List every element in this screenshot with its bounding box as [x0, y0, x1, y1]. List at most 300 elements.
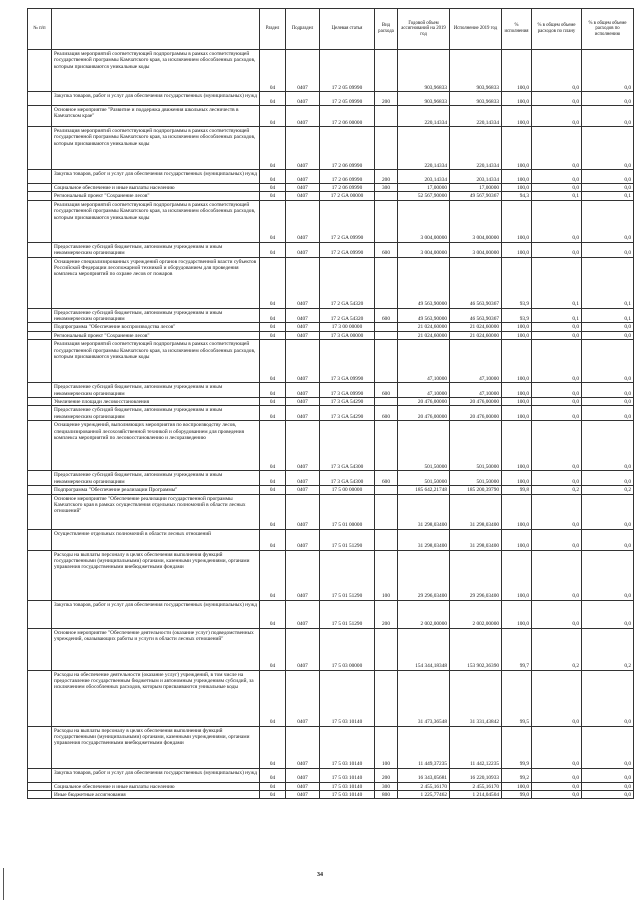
cell-subsection: 0407 [286, 200, 320, 242]
cell-subsection: 0407 [286, 242, 320, 257]
cell-share-plan: 0,0 [532, 782, 582, 790]
cell-subsection: 0407 [286, 421, 320, 471]
cell-share-execution: 0,0 [582, 50, 634, 92]
cell-annual-plan: 52 567,90000 [398, 192, 450, 200]
cell-execution-percent: 100,0 [502, 471, 532, 486]
cell-name: Предоставление субсидий бюджетным, автономным учреждениям и иным некоммерческим организациям [52, 308, 260, 323]
cell-subsection: 0407 [286, 170, 320, 184]
cell-subsection: 0407 [286, 550, 320, 600]
cell-annual-plan: 2 455,16170 [398, 782, 450, 790]
cell-expense-type [375, 398, 398, 406]
cell-share-plan: 0,0 [532, 768, 582, 782]
cell-share-plan: 0,0 [532, 170, 582, 184]
cell-expense-type [375, 670, 398, 726]
cell-target-article: 17 2 06 00000 [320, 106, 375, 127]
cell-execution: 153 902,36390 [450, 628, 502, 670]
header-share-plan: % в общем объеме расходов по плану [532, 9, 582, 50]
cell-share-plan: 0,0 [532, 340, 582, 383]
cell-subsection: 0407 [286, 471, 320, 486]
cell-section: 04 [260, 550, 286, 600]
cell-subsection: 0407 [286, 782, 320, 790]
table-row [28, 398, 634, 406]
cell-execution: 47,10000 [450, 383, 502, 398]
cell-share-plan: 0,0 [532, 184, 582, 192]
cell-annual-plan: 29 296,03400 [398, 550, 450, 600]
cell-target-article: 17 3 GA 09990 [320, 383, 375, 398]
cell-execution: 21 024,60000 [450, 323, 502, 331]
cell-share-execution: 0,1 [582, 192, 634, 200]
table-row [28, 170, 634, 184]
cell-share-plan: 0,0 [532, 398, 582, 406]
cell-num [28, 726, 52, 768]
cell-execution: 29 296,03400 [450, 550, 502, 600]
cell-expense-type [375, 628, 398, 670]
cell-num [28, 782, 52, 790]
cell-annual-plan: 47,10000 [398, 383, 450, 398]
cell-share-plan: 0,0 [532, 383, 582, 398]
budget-execution-table [27, 8, 634, 799]
table-header-row [28, 9, 634, 50]
cell-expense-type [375, 486, 398, 494]
cell-name: Закупка товаров, работ и услуг для обеспечения государственных (муниципальных) нужд [52, 170, 260, 184]
cell-expense-type [375, 200, 398, 242]
cell-section: 04 [260, 340, 286, 383]
cell-execution: 31 298,03400 [450, 494, 502, 529]
cell-num [28, 550, 52, 600]
cell-subsection: 0407 [286, 92, 320, 106]
cell-share-plan: 0,0 [532, 331, 582, 339]
cell-target-article: 17 5 01 00000 [320, 494, 375, 529]
cell-subsection: 0407 [286, 323, 320, 331]
cell-execution-percent: 100,0 [502, 50, 532, 92]
cell-execution-percent: 99,9 [502, 726, 532, 768]
cell-annual-plan: 17,00000 [398, 184, 450, 192]
cell-share-plan: 0,0 [532, 670, 582, 726]
cell-execution-percent: 100,0 [502, 550, 532, 600]
cell-section: 04 [260, 726, 286, 768]
cell-subsection: 0407 [286, 127, 320, 170]
cell-annual-plan: 3 004,00000 [398, 200, 450, 242]
cell-annual-plan: 47,10000 [398, 340, 450, 383]
cell-target-article: 17 2 06 09990 [320, 170, 375, 184]
cell-section: 04 [260, 106, 286, 127]
cell-num [28, 790, 52, 798]
cell-share-execution: 0,0 [582, 92, 634, 106]
cell-name: Подпрограмма "Обеспечение реализации Программы" [52, 486, 260, 494]
cell-execution: 17,00000 [450, 184, 502, 192]
cell-execution-percent: 100,0 [502, 494, 532, 529]
header-expense-type: Вид расхода [375, 9, 398, 50]
cell-num [28, 471, 52, 486]
cell-num [28, 486, 52, 494]
header-share-execution: % в общем объеме расходов по исполнению [582, 9, 634, 50]
cell-share-execution: 0,0 [582, 170, 634, 184]
cell-num [28, 308, 52, 323]
cell-target-article: 17 5 03 00000 [320, 628, 375, 670]
cell-name: Предоставление субсидий бюджетным, автономным учреждениям и иным некоммерческим организациям [52, 242, 260, 257]
cell-section: 04 [260, 127, 286, 170]
table-row [28, 790, 634, 798]
cell-share-execution: 0,2 [582, 628, 634, 670]
cell-subsection: 0407 [286, 726, 320, 768]
cell-share-plan: 0,0 [532, 421, 582, 471]
cell-subsection: 0407 [286, 184, 320, 192]
cell-annual-plan: 2 002,00000 [398, 600, 450, 628]
cell-subsection: 0407 [286, 628, 320, 670]
table-row [28, 192, 634, 200]
cell-execution-percent: 100,0 [502, 92, 532, 106]
cell-subsection: 0407 [286, 257, 320, 308]
cell-annual-plan: 31 298,03400 [398, 494, 450, 529]
table-row [28, 323, 634, 331]
cell-subsection: 0407 [286, 768, 320, 782]
cell-execution-percent: 100,0 [502, 323, 532, 331]
cell-subsection: 0407 [286, 340, 320, 383]
cell-execution-percent: 100,0 [502, 421, 532, 471]
cell-target-article: 17 2 GA 00000 [320, 192, 375, 200]
table-row [28, 242, 634, 257]
cell-execution-percent: 100,0 [502, 127, 532, 170]
cell-expense-type [375, 257, 398, 308]
cell-share-plan: 0,2 [532, 628, 582, 670]
cell-target-article: 17 3 GA 00000 [320, 331, 375, 339]
cell-execution: 903,96833 [450, 50, 502, 92]
cell-annual-plan: 21 024,60000 [398, 331, 450, 339]
cell-num [28, 768, 52, 782]
cell-target-article: 17 5 03 10140 [320, 670, 375, 726]
table-row [28, 471, 634, 486]
cell-share-execution: 0,0 [582, 421, 634, 471]
cell-name: Социальное обеспечение и иные выплаты населению [52, 184, 260, 192]
cell-share-execution: 0,0 [582, 106, 634, 127]
cell-num [28, 184, 52, 192]
table-row [28, 340, 634, 383]
cell-share-plan: 0,0 [532, 50, 582, 92]
cell-name: Подпрограмма "Обеспечение воспроизводства лесов" [52, 323, 260, 331]
cell-expense-type: 600 [375, 383, 398, 398]
cell-share-execution: 0,0 [582, 200, 634, 242]
table-row [28, 331, 634, 339]
cell-execution-percent: 100,0 [502, 383, 532, 398]
cell-section: 04 [260, 383, 286, 398]
cell-share-execution: 0,0 [582, 768, 634, 782]
table-row [28, 670, 634, 726]
cell-target-article: 17 5 03 10140 [320, 782, 375, 790]
table-row [28, 421, 634, 471]
cell-execution: 47,10000 [450, 340, 502, 383]
table-row [28, 184, 634, 192]
cell-expense-type: 100 [375, 726, 398, 768]
cell-expense-type [375, 127, 398, 170]
cell-annual-plan: 49 563,90000 [398, 257, 450, 308]
cell-subsection: 0407 [286, 331, 320, 339]
cell-execution: 3 004,00000 [450, 200, 502, 242]
cell-annual-plan: 49 563,90000 [398, 308, 450, 323]
cell-num [28, 600, 52, 628]
cell-name: Иные бюджетные ассигнования [52, 790, 260, 798]
cell-expense-type [375, 331, 398, 339]
cell-share-execution: 0,0 [582, 471, 634, 486]
cell-num [28, 106, 52, 127]
cell-num [28, 257, 52, 308]
cell-target-article: 17 5 03 10140 [320, 726, 375, 768]
cell-expense-type: 600 [375, 406, 398, 421]
cell-section: 04 [260, 790, 286, 798]
cell-target-article: 17 5 03 10140 [320, 790, 375, 798]
cell-name: Основное мероприятие "Развитие и поддержка движения школьных лесничеств в Камчатском крае" [52, 106, 260, 127]
cell-section: 04 [260, 494, 286, 529]
cell-subsection: 0407 [286, 50, 320, 92]
cell-execution-percent: 94,3 [502, 192, 532, 200]
cell-share-execution: 0,0 [582, 726, 634, 768]
cell-name: Закупка товаров, работ и услуг для обеспечения государственных (муниципальных) нужд [52, 600, 260, 628]
cell-execution: 1 214,04504 [450, 790, 502, 798]
cell-annual-plan: 1 225,77462 [398, 790, 450, 798]
cell-section: 04 [260, 529, 286, 550]
cell-execution-percent: 100,0 [502, 200, 532, 242]
cell-name: Основное мероприятие "Обеспечение деятельности (оказание услуг) подведомственных учреждений, оказывающих работы и услуги в области лесных отношений" [52, 628, 260, 670]
cell-expense-type: 200 [375, 768, 398, 782]
cell-execution: 220,14334 [450, 127, 502, 170]
cell-target-article: 17 3 GA 54300 [320, 471, 375, 486]
cell-name: Основное мероприятие "Обеспечение реализации государственной программы Камчатского края в рамках осуществления отдельных полномочий в области лесных отношений" [52, 494, 260, 529]
cell-name: Реализация мероприятий соответствующей подпрограммы в рамках соответствующей государственной программы Камчатского края, за исключением обособленных расходов, которым присваиваются уникальные коды [52, 200, 260, 242]
cell-num [28, 406, 52, 421]
cell-share-plan: 0,0 [532, 127, 582, 170]
cell-section: 04 [260, 628, 286, 670]
cell-section: 04 [260, 257, 286, 308]
cell-expense-type: 600 [375, 242, 398, 257]
table-row [28, 127, 634, 170]
cell-target-article: 17 2 06 09990 [320, 127, 375, 170]
cell-share-plan: 0,1 [532, 192, 582, 200]
cell-share-plan: 0,1 [532, 308, 582, 323]
table-row [28, 257, 634, 308]
cell-expense-type: 200 [375, 92, 398, 106]
cell-section: 04 [260, 184, 286, 192]
cell-annual-plan: 20 476,00000 [398, 398, 450, 406]
cell-annual-plan: 220,14334 [398, 127, 450, 170]
cell-annual-plan: 20 476,00000 [398, 406, 450, 421]
cell-share-execution: 0,1 [582, 308, 634, 323]
cell-num [28, 398, 52, 406]
cell-subsection: 0407 [286, 600, 320, 628]
cell-execution: 31 331,43842 [450, 670, 502, 726]
cell-num [28, 242, 52, 257]
cell-execution: 46 563,90367 [450, 257, 502, 308]
cell-share-execution: 0,0 [582, 406, 634, 421]
cell-execution: 16 220,10933 [450, 768, 502, 782]
cell-annual-plan: 11 449,37235 [398, 726, 450, 768]
cell-share-plan: 0,0 [532, 600, 582, 628]
cell-target-article: 17 5 01 51290 [320, 600, 375, 628]
cell-execution-percent: 100,0 [502, 398, 532, 406]
margin-mark [3, 868, 4, 900]
cell-section: 04 [260, 768, 286, 782]
cell-execution: 20 476,00000 [450, 398, 502, 406]
cell-name: Оснащение специализированных учреждений органов государственной власти субъектов Российской Федерации лесопожарной техникой и оборудованием для проведения комплекса мероприятий по охране лесов от пожаров [52, 257, 260, 308]
cell-share-execution: 0,1 [582, 257, 634, 308]
cell-subsection: 0407 [286, 406, 320, 421]
cell-section: 04 [260, 242, 286, 257]
table-body [28, 50, 634, 799]
cell-target-article: 17 5 00 00000 [320, 486, 375, 494]
page-number: 34 [317, 872, 323, 878]
cell-target-article: 17 2 05 09990 [320, 92, 375, 106]
cell-share-plan: 0,2 [532, 486, 582, 494]
cell-name: Расходы на обеспечение деятельности (оказание услуг) учреждений, в том числе на предоставление государственным бюджетным и автономным учреждениям субсидий, за исключением обособленных расходов, которым присваиваются уникальные коды [52, 670, 260, 726]
cell-execution: 501,50000 [450, 421, 502, 471]
cell-subsection: 0407 [286, 383, 320, 398]
cell-section: 04 [260, 600, 286, 628]
cell-execution: 220,14334 [450, 106, 502, 127]
header-execution-percent: % исполнения [502, 9, 532, 50]
cell-section: 04 [260, 406, 286, 421]
cell-execution-percent: 93,9 [502, 257, 532, 308]
cell-section: 04 [260, 92, 286, 106]
header-execution: Исполнение 2019 год [450, 9, 502, 50]
table-row [28, 628, 634, 670]
cell-share-execution: 0,0 [582, 670, 634, 726]
cell-share-plan: 0,0 [532, 242, 582, 257]
cell-execution-percent: 100,0 [502, 184, 532, 192]
cell-share-execution: 0,0 [582, 331, 634, 339]
cell-section: 04 [260, 670, 286, 726]
header-name [52, 9, 260, 50]
cell-num [28, 421, 52, 471]
cell-section: 04 [260, 421, 286, 471]
cell-share-execution: 0,0 [582, 340, 634, 383]
cell-share-execution: 0,2 [582, 486, 634, 494]
cell-execution-percent: 100,0 [502, 106, 532, 127]
cell-name: Предоставление субсидий бюджетным, автономным учреждениям и иным некоммерческим организациям [52, 406, 260, 421]
cell-target-article: 17 5 03 10140 [320, 768, 375, 782]
cell-expense-type [375, 50, 398, 92]
table-row [28, 494, 634, 529]
cell-execution: 20 476,00000 [450, 406, 502, 421]
cell-name: Реализация мероприятий соответствующей подпрограммы в рамках соответствующей государственной программы Камчатского края, за исключением обособленных расходов, которым присваиваются уникальные коды [52, 127, 260, 170]
cell-section: 04 [260, 331, 286, 339]
cell-expense-type [375, 340, 398, 383]
cell-section: 04 [260, 50, 286, 92]
table-row [28, 383, 634, 398]
cell-subsection: 0407 [286, 106, 320, 127]
cell-num [28, 50, 52, 92]
cell-share-plan: 0,0 [532, 323, 582, 331]
cell-name: Реализация мероприятий соответствующей подпрограммы в рамках соответствующей государственной программы Камчатского края, за исключением обособленных расходов, которым присваиваются уникальные коды [52, 50, 260, 92]
header-annual-plan: Годовой объем ассигнований на 2019 год [398, 9, 450, 50]
header-section: Раздел [260, 9, 286, 50]
cell-annual-plan: 185 642,21748 [398, 486, 450, 494]
cell-execution-percent: 100,0 [502, 331, 532, 339]
cell-annual-plan: 16 343,05681 [398, 768, 450, 782]
cell-execution: 501,50000 [450, 471, 502, 486]
cell-expense-type [375, 192, 398, 200]
cell-execution: 31 298,03400 [450, 529, 502, 550]
cell-annual-plan: 154 344,18348 [398, 628, 450, 670]
cell-share-plan: 0,0 [532, 406, 582, 421]
cell-subsection: 0407 [286, 308, 320, 323]
cell-num [28, 340, 52, 383]
cell-expense-type: 300 [375, 184, 398, 192]
cell-target-article: 17 2 05 09990 [320, 50, 375, 92]
table-row [28, 726, 634, 768]
cell-name: Предоставление субсидий бюджетным, автономным учреждениям и иным некоммерческим организациям [52, 471, 260, 486]
table-row [28, 486, 634, 494]
cell-execution-percent: 100,0 [502, 406, 532, 421]
table-row [28, 50, 634, 92]
cell-annual-plan: 31 298,03400 [398, 529, 450, 550]
cell-share-execution: 0,0 [582, 550, 634, 600]
cell-expense-type [375, 323, 398, 331]
cell-target-article: 17 2 GA 09990 [320, 200, 375, 242]
cell-expense-type: 300 [375, 782, 398, 790]
cell-expense-type: 600 [375, 471, 398, 486]
cell-target-article: 17 3 GA 54300 [320, 421, 375, 471]
cell-share-execution: 0,0 [582, 790, 634, 798]
cell-execution: 11 442,12235 [450, 726, 502, 768]
cell-execution: 21 024,60000 [450, 331, 502, 339]
cell-name: Расходы на выплаты персоналу в целях обеспечения выполнения функций государственными (муниципальными) органами, казенными учреждениями, органами управления государственными внебюджетными фондами [52, 550, 260, 600]
table-row [28, 106, 634, 127]
cell-name: Закупка товаров, работ и услуг для обеспечения государственных (муниципальных) нужд [52, 768, 260, 782]
cell-annual-plan: 501,50000 [398, 471, 450, 486]
cell-share-plan: 0,1 [532, 257, 582, 308]
cell-execution: 903,96833 [450, 92, 502, 106]
cell-name: Закупка товаров, работ и услуг для обеспечения государственных (муниципальных) нужд [52, 92, 260, 106]
cell-expense-type: 200 [375, 170, 398, 184]
cell-expense-type: 600 [375, 308, 398, 323]
cell-section: 04 [260, 471, 286, 486]
cell-name: Региональный проект "Сохранение лесов" [52, 331, 260, 339]
header-num: № п/п [28, 9, 52, 50]
cell-execution-percent: 99,5 [502, 670, 532, 726]
cell-execution: 3 004,00000 [450, 242, 502, 257]
table-row [28, 92, 634, 106]
cell-name: Осуществление отдельных полномочий в области лесных отношений [52, 529, 260, 550]
cell-expense-type [375, 106, 398, 127]
cell-target-article: 17 2 06 09990 [320, 184, 375, 192]
cell-section: 04 [260, 398, 286, 406]
table-row [28, 200, 634, 242]
cell-share-plan: 0,0 [532, 726, 582, 768]
cell-expense-type [375, 421, 398, 471]
cell-execution-percent: 99,0 [502, 790, 532, 798]
cell-share-execution: 0,0 [582, 242, 634, 257]
cell-execution: 203,14334 [450, 170, 502, 184]
cell-num [28, 200, 52, 242]
cell-target-article: 17 3 GA 09990 [320, 340, 375, 383]
cell-name: Региональный проект "Сохранение лесов" [52, 192, 260, 200]
cell-subsection: 0407 [286, 670, 320, 726]
cell-share-execution: 0,0 [582, 127, 634, 170]
cell-execution-percent: 100,0 [502, 600, 532, 628]
table-row [28, 782, 634, 790]
cell-section: 04 [260, 323, 286, 331]
cell-num [28, 383, 52, 398]
cell-execution-percent: 99,8 [502, 486, 532, 494]
cell-target-article: 17 3 00 00000 [320, 323, 375, 331]
cell-annual-plan: 903,96833 [398, 92, 450, 106]
cell-execution: 185 200,39790 [450, 486, 502, 494]
header-target-article: Целевая статья [320, 9, 375, 50]
cell-num [28, 670, 52, 726]
cell-execution-percent: 100,0 [502, 529, 532, 550]
cell-share-execution: 0,0 [582, 782, 634, 790]
cell-share-execution: 0,0 [582, 494, 634, 529]
cell-subsection: 0407 [286, 486, 320, 494]
cell-expense-type [375, 494, 398, 529]
